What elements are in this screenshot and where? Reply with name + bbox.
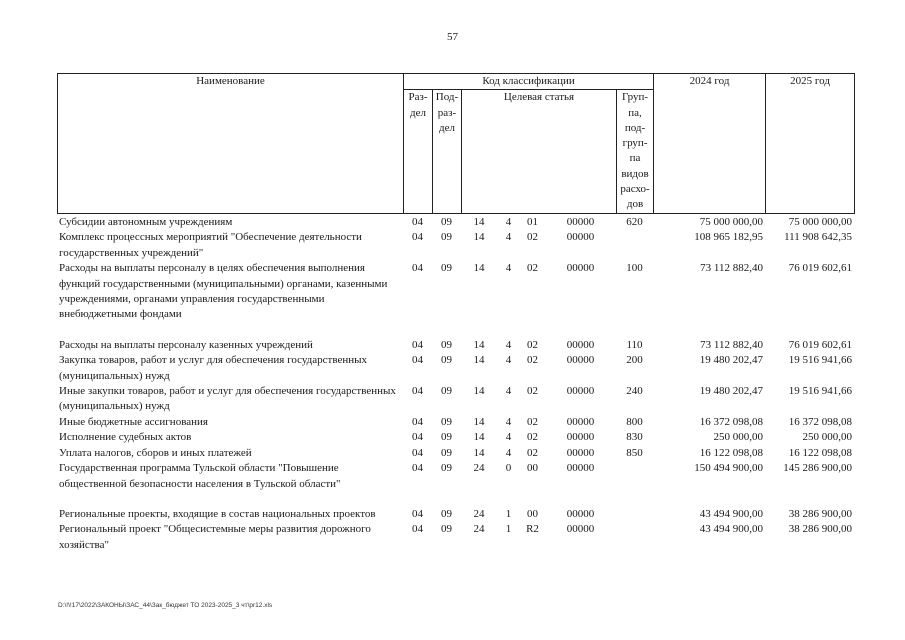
table-row: Государственная программа Тульской области "Повышение общественной безопасности населения в Тульской области" 04 09 24 0 00 00000 150 494 900,00 145 286 900,00 [59,462,852,490]
table-header [57,73,855,214]
header-year-2024: 2024 год [654,74,766,214]
table-row: Комплекс процессных мероприятий "Обеспечение деятельности государственных учреждений" 04 09 14 4 02 00000 108 965 182,95 111 908 642,35 [59,231,852,259]
header-code-group: Код классификации [404,74,654,90]
header-razdel: Раз- дел [404,90,433,214]
table-row: Региональный проект "Общесистемные меры развития дорожного хозяйства" 04 09 24 1 R2 00000 43 494 900,00 38 286 900,00 [59,523,852,551]
header-group: Груп- па, под- груп- па видов расхо- дов [617,90,654,214]
table-row: Иные закупки товаров, работ и услуг для обеспечения государственных (муниципальных) нужд 04 09 14 4 02 00000 240 19 480 202,47 19 516 941,66 [59,385,852,413]
table-row: Закупка товаров, работ и услуг для обеспечения государственных (муниципальных) нужд 04 09 14 4 02 00000 200 19 480 202,47 19 516 941,66 [59,354,852,382]
file-path-footer: D:\!\!17\2022\ЗАКОНЫ\ЗАС_44\Зак_бюджет ТО 2023-2025_3 чт\pr12.xls [58,602,273,609]
table-row: Иные бюджетные ассигнования 04 09 14 4 02 00000 800 16 372 098,08 16 372 098,08 [59,415,852,428]
header-name: Наименование [58,74,404,214]
table-row: Уплата налогов, сборов и иных платежей 04 09 14 4 02 00000 850 16 122 098,08 16 122 098,08 [59,446,852,459]
table-row: Расходы на выплаты персоналу казенных учреждений 04 09 14 4 02 00000 110 73 112 882,40 76 019 602,61 [59,338,852,351]
header-target: Целевая статья [462,90,617,214]
page-number: 57 [447,31,458,43]
table-row: Региональные проекты, входящие в состав национальных проектов 04 09 24 1 00 00000 43 494 900,00 38 286 900,00 [59,507,852,520]
header-year-2025: 2025 год [766,74,855,214]
table-row: Субсидии автономным учреждениям 04 09 14 4 01 00000 620 75 000 000,00 75 000 000,00 [59,216,852,228]
header-podrazdel: Под- раз- дел [433,90,462,214]
table-row: Исполнение судебных актов 04 09 14 4 02 00000 830 250 000,00 250 000,00 [59,431,852,444]
table-row: Расходы на выплаты персоналу в целях обеспечения выполнения функций государственными (муниципальными) органами, казенными учреждениями, органами управления государственными внебюджетными фондами 04 09 14 4 02 00000 100 73 112 882,40 76 019 602,61 [59,262,852,321]
table-body [57,215,854,553]
